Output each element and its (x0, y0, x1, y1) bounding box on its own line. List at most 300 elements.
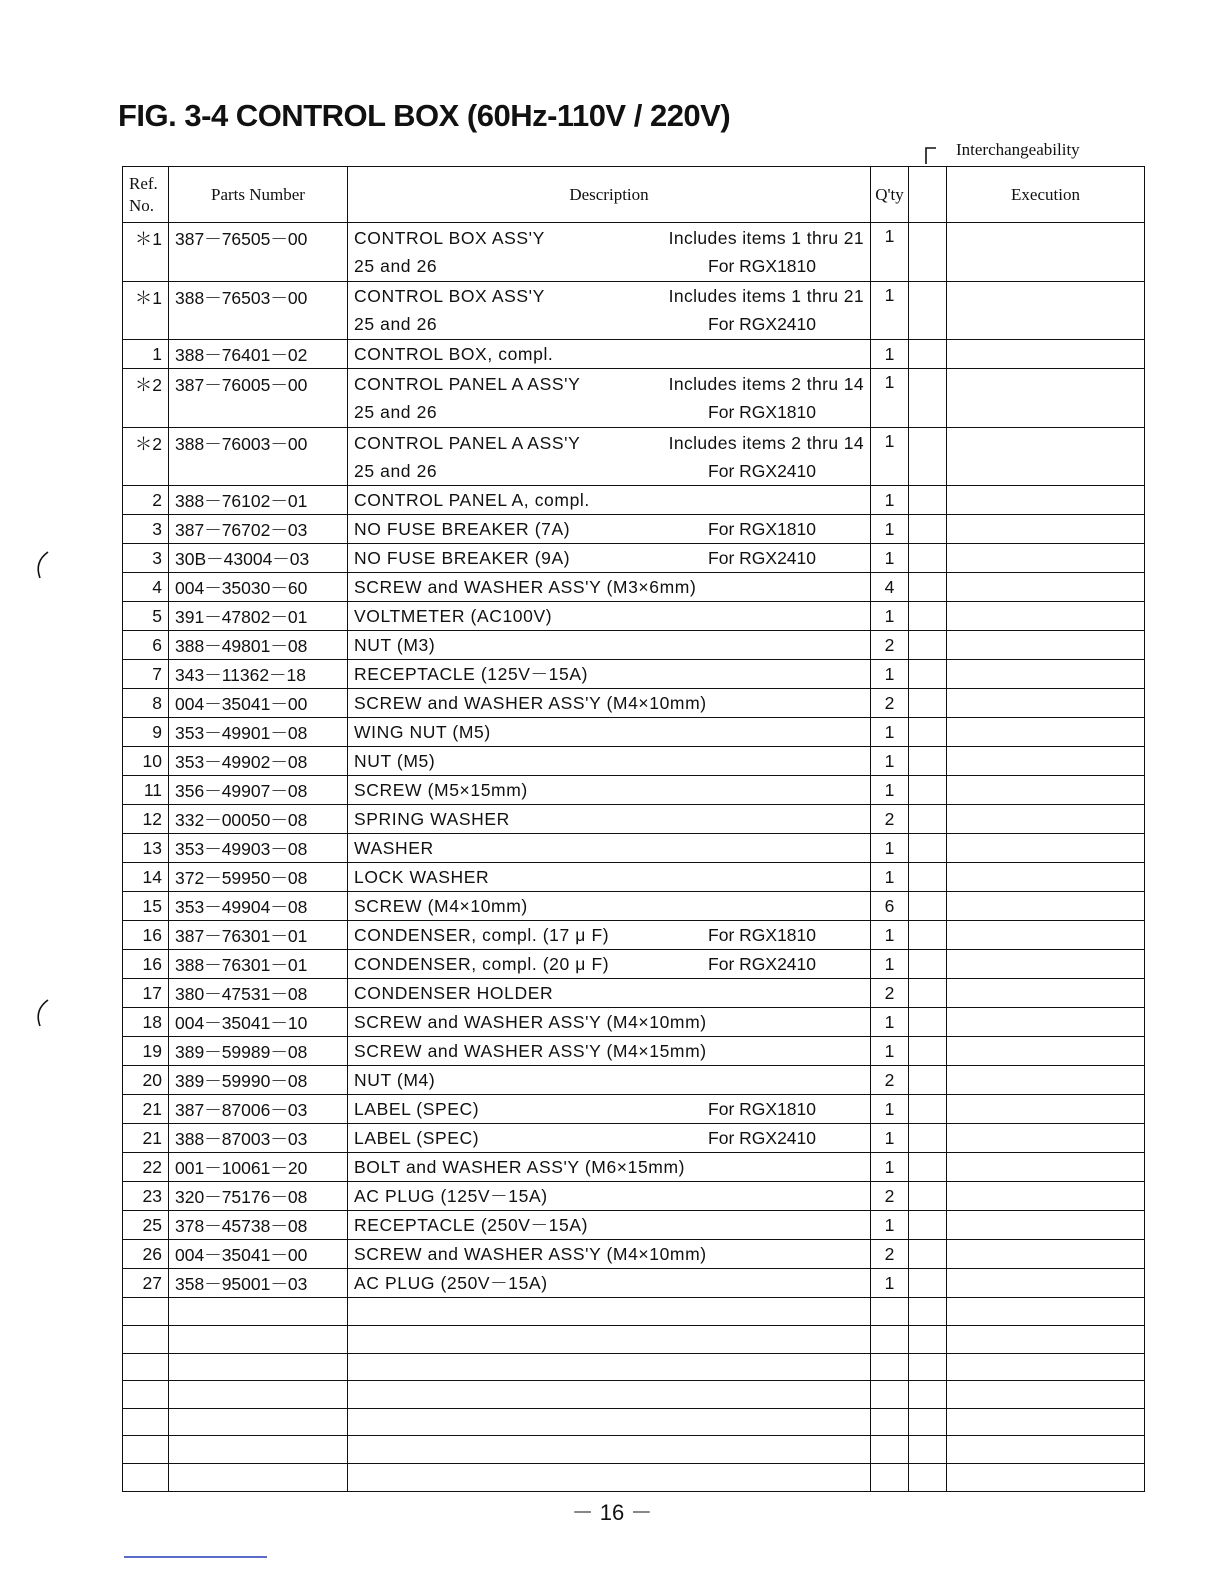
header-parts-number: Parts Number (169, 167, 348, 223)
model-applicability-text: For RGX1810 (708, 255, 816, 276)
interchangeability-cell (909, 660, 947, 689)
blank-cell (169, 1298, 348, 1326)
header-execution: Execution (947, 167, 1145, 223)
description-text: CONTROL BOX ASS'Y (354, 227, 545, 248)
blank-cell (947, 1436, 1145, 1464)
ref-no-cell: 23 (123, 1182, 169, 1211)
includes-text: Includes items 1 thru 21 (668, 286, 864, 307)
interchangeability-cell (909, 486, 947, 515)
parts-number-cell: 387－76702－03 (169, 515, 348, 544)
blank-cell (909, 1408, 947, 1436)
ref-no-cell: ＊2 (123, 427, 169, 486)
parts-number-cell: 353－49902－08 (169, 747, 348, 776)
blank-cell (871, 1298, 909, 1326)
ref-no-cell: 16 (123, 921, 169, 950)
description-cell (348, 718, 871, 747)
table-row (123, 1008, 1145, 1037)
description-cell (348, 921, 871, 950)
parts-number-cell: 388－76301－01 (169, 950, 348, 979)
description-continuation-text: 25 and 26 (354, 255, 438, 276)
table-row (123, 281, 1145, 340)
description-cell (348, 834, 871, 863)
parts-number-cell: 389－59989－08 (169, 1037, 348, 1066)
parts-number-cell: 320－75176－08 (169, 1182, 348, 1211)
qty-cell: 1 (871, 602, 909, 631)
ref-no-cell: 6 (123, 631, 169, 660)
interchangeability-cell (909, 718, 947, 747)
description-cell (348, 1269, 871, 1298)
description-text: CONTROL PANEL A, compl. (354, 490, 590, 511)
interchangeability-cell (909, 515, 947, 544)
execution-cell (947, 1240, 1145, 1269)
description-cell (348, 369, 871, 428)
qty-cell: 1 (871, 776, 909, 805)
blank-cell (871, 1436, 909, 1464)
execution-cell (947, 1095, 1145, 1124)
execution-cell (947, 718, 1145, 747)
description-cell (348, 340, 871, 369)
interchangeability-cell (909, 631, 947, 660)
description-text: CONDENSER, compl. (17 μ F) (354, 925, 610, 946)
parts-number-cell: 387－76301－01 (169, 921, 348, 950)
ref-no-cell: 16 (123, 950, 169, 979)
blank-table-row (123, 1436, 1145, 1464)
model-applicability-text: For RGX2410 (708, 1128, 816, 1149)
interchangeability-cell (909, 1008, 947, 1037)
parts-number-cell: 388－76401－02 (169, 340, 348, 369)
blank-cell (909, 1353, 947, 1381)
parts-number-cell: 353－49903－08 (169, 834, 348, 863)
description-text: SPRING WASHER (354, 809, 510, 830)
parts-number-cell: 358－95001－03 (169, 1269, 348, 1298)
ref-no-cell: 7 (123, 660, 169, 689)
execution-cell (947, 776, 1145, 805)
qty-cell: 1 (871, 427, 909, 486)
description-text: VOLTMETER (AC100V) (354, 606, 553, 627)
description-cell (348, 427, 871, 486)
parts-number-cell: 387－87006－03 (169, 1095, 348, 1124)
blank-cell (947, 1381, 1145, 1409)
description-cell (348, 1211, 871, 1240)
execution-cell (947, 631, 1145, 660)
parts-number-cell: 388－76102－01 (169, 486, 348, 515)
table-row (123, 950, 1145, 979)
execution-cell (947, 340, 1145, 369)
execution-cell (947, 515, 1145, 544)
blank-cell (871, 1381, 909, 1409)
qty-cell: 2 (871, 1066, 909, 1095)
qty-cell: 2 (871, 979, 909, 1008)
interchangeability-cell (909, 1066, 947, 1095)
execution-cell (947, 1211, 1145, 1240)
interchangeability-cell (909, 776, 947, 805)
execution-cell (947, 834, 1145, 863)
parts-number-cell: 356－49907－08 (169, 776, 348, 805)
execution-cell (947, 223, 1145, 282)
table-row (123, 747, 1145, 776)
description-text: CONTROL BOX, compl. (354, 344, 554, 365)
qty-cell: 1 (871, 921, 909, 950)
interchangeability-cell (909, 863, 947, 892)
blank-cell (909, 1381, 947, 1409)
table-row (123, 544, 1145, 573)
qty-cell: 1 (871, 369, 909, 428)
description-text: CONDENSER HOLDER (354, 983, 554, 1004)
parts-number-cell: 388－49801－08 (169, 631, 348, 660)
execution-cell (947, 486, 1145, 515)
description-text: SCREW and WASHER ASS'Y (M3×6mm) (354, 577, 697, 598)
qty-cell: 1 (871, 718, 909, 747)
interchangeability-cell (909, 747, 947, 776)
interchangeability-cell (909, 223, 947, 282)
execution-cell (947, 689, 1145, 718)
description-continuation-text: 25 and 26 (354, 314, 438, 335)
blank-cell (947, 1353, 1145, 1381)
blank-table-row (123, 1463, 1145, 1491)
interchangeability-cell (909, 805, 947, 834)
header-qty: Q'ty (871, 167, 909, 223)
blank-cell (909, 1463, 947, 1491)
description-text: NO FUSE BREAKER (9A) (354, 548, 571, 569)
ref-no-cell: 17 (123, 979, 169, 1008)
execution-cell (947, 1124, 1145, 1153)
table-row (123, 369, 1145, 428)
execution-cell (947, 573, 1145, 602)
table-row (123, 834, 1145, 863)
description-text: SCREW and WASHER ASS'Y (M4×10mm) (354, 1244, 707, 1265)
description-text: LOCK WASHER (354, 867, 490, 888)
blank-cell (123, 1298, 169, 1326)
execution-cell (947, 427, 1145, 486)
qty-cell: 1 (871, 1153, 909, 1182)
table-row (123, 515, 1145, 544)
qty-cell: 1 (871, 1124, 909, 1153)
blank-cell (348, 1298, 871, 1326)
ref-no-cell: 2 (123, 486, 169, 515)
blank-cell (123, 1408, 169, 1436)
interchangeability-bracket-icon (920, 146, 938, 164)
table-row (123, 892, 1145, 921)
table-row (123, 1124, 1145, 1153)
qty-cell: 1 (871, 863, 909, 892)
blank-cell (947, 1298, 1145, 1326)
description-cell (348, 776, 871, 805)
execution-cell (947, 1008, 1145, 1037)
parts-number-cell: 353－49904－08 (169, 892, 348, 921)
blank-cell (871, 1353, 909, 1381)
model-applicability-text: For RGX2410 (708, 954, 816, 975)
table-row (123, 1182, 1145, 1211)
qty-cell: 1 (871, 950, 909, 979)
table-row (123, 573, 1145, 602)
model-applicability-text: For RGX1810 (708, 1099, 816, 1120)
blank-cell (123, 1381, 169, 1409)
model-applicability-text: For RGX2410 (708, 314, 816, 335)
ref-no-cell: 22 (123, 1153, 169, 1182)
ref-no-cell: 11 (123, 776, 169, 805)
interchangeability-cell (909, 1124, 947, 1153)
description-cell (348, 1066, 871, 1095)
table-row (123, 223, 1145, 282)
parts-number-cell: 332－00050－08 (169, 805, 348, 834)
interchangeability-cell (909, 950, 947, 979)
execution-cell (947, 281, 1145, 340)
ref-no-cell: 14 (123, 863, 169, 892)
description-text: NUT (M4) (354, 1070, 436, 1091)
description-text: RECEPTACLE (125V－15A) (354, 664, 589, 685)
description-cell (348, 1124, 871, 1153)
table-row (123, 1269, 1145, 1298)
blank-cell (947, 1325, 1145, 1353)
description-text: WING NUT (M5) (354, 722, 491, 743)
model-applicability-text: For RGX1810 (708, 925, 816, 946)
blank-cell (169, 1381, 348, 1409)
description-cell (348, 689, 871, 718)
interchangeability-cell (909, 892, 947, 921)
table-row (123, 689, 1145, 718)
parts-number-cell: 388－87003－03 (169, 1124, 348, 1153)
ref-no-cell: 12 (123, 805, 169, 834)
execution-cell (947, 1153, 1145, 1182)
parts-number-cell: 391－47802－01 (169, 602, 348, 631)
qty-cell: 1 (871, 660, 909, 689)
blank-cell (871, 1408, 909, 1436)
blank-cell (947, 1408, 1145, 1436)
qty-cell: 4 (871, 573, 909, 602)
blank-cell (947, 1463, 1145, 1491)
table-row (123, 1095, 1145, 1124)
ref-no-cell: 10 (123, 747, 169, 776)
description-text: CONTROL PANEL A ASS'Y (354, 373, 581, 394)
parts-number-cell: 387－76005－00 (169, 369, 348, 428)
blank-cell (909, 1436, 947, 1464)
includes-text: Includes items 2 thru 14 (668, 432, 864, 453)
parts-number-cell: 343－11362－18 (169, 660, 348, 689)
description-text: SCREW (M5×15mm) (354, 780, 528, 801)
blank-table-row (123, 1298, 1145, 1326)
description-cell (348, 805, 871, 834)
interchangeability-cell (909, 834, 947, 863)
table-row (123, 1153, 1145, 1182)
description-cell (348, 602, 871, 631)
parts-number-cell: 001－10061－20 (169, 1153, 348, 1182)
description-text: AC PLUG (250V－15A) (354, 1273, 548, 1294)
description-cell (348, 281, 871, 340)
ref-no-cell: 18 (123, 1008, 169, 1037)
description-text: LABEL (SPEC) (354, 1128, 480, 1149)
blank-table-row (123, 1408, 1145, 1436)
table-header-row (123, 167, 1145, 223)
interchangeability-cell (909, 1240, 947, 1269)
blank-cell (169, 1325, 348, 1353)
qty-cell: 1 (871, 1008, 909, 1037)
description-cell (348, 1240, 871, 1269)
description-cell (348, 1095, 871, 1124)
interchangeability-cell (909, 573, 947, 602)
execution-cell (947, 950, 1145, 979)
ref-no-cell: 19 (123, 1037, 169, 1066)
parts-number-cell: 388－76003－00 (169, 427, 348, 486)
ref-no-cell: ＊1 (123, 223, 169, 282)
parts-number-cell: 389－59990－08 (169, 1066, 348, 1095)
blank-table-row (123, 1353, 1145, 1381)
description-text: SCREW and WASHER ASS'Y (M4×10mm) (354, 693, 707, 714)
footer-rule (124, 1556, 267, 1558)
table-row (123, 1211, 1145, 1240)
parts-number-cell: 378－45738－08 (169, 1211, 348, 1240)
table-row (123, 776, 1145, 805)
blank-cell (348, 1463, 871, 1491)
description-text: NO FUSE BREAKER (7A) (354, 519, 571, 540)
interchangeability-cell (909, 1037, 947, 1066)
execution-cell (947, 1037, 1145, 1066)
ref-no-cell: 15 (123, 892, 169, 921)
description-cell (348, 863, 871, 892)
description-text: LABEL (SPEC) (354, 1099, 480, 1120)
model-applicability-text: For RGX1810 (708, 401, 816, 422)
ref-no-cell: 25 (123, 1211, 169, 1240)
description-cell (348, 631, 871, 660)
table-row (123, 805, 1145, 834)
interchangeability-cell (909, 1182, 947, 1211)
blank-cell (348, 1408, 871, 1436)
ref-no-cell: 5 (123, 602, 169, 631)
blank-table-row (123, 1325, 1145, 1353)
table-row (123, 1066, 1145, 1095)
parts-table-body (123, 223, 1145, 1492)
execution-cell (947, 602, 1145, 631)
qty-cell: 1 (871, 340, 909, 369)
qty-cell: 2 (871, 1240, 909, 1269)
blank-cell (169, 1436, 348, 1464)
ref-no-cell: 13 (123, 834, 169, 863)
table-row (123, 718, 1145, 747)
blank-cell (169, 1463, 348, 1491)
ref-no-cell: 1 (123, 340, 169, 369)
parts-number-cell: 30B－43004－03 (169, 544, 348, 573)
description-cell (348, 486, 871, 515)
qty-cell: 2 (871, 631, 909, 660)
description-text: NUT (M5) (354, 751, 436, 772)
execution-cell (947, 1182, 1145, 1211)
interchangeability-cell (909, 1153, 947, 1182)
interchangeability-label: Interchangeability (956, 140, 1080, 159)
description-cell (348, 1153, 871, 1182)
description-cell (348, 1008, 871, 1037)
description-cell (348, 979, 871, 1008)
blank-cell (871, 1463, 909, 1491)
description-text: CONDENSER, compl. (20 μ F) (354, 954, 610, 975)
qty-cell: 2 (871, 1182, 909, 1211)
description-cell (348, 747, 871, 776)
description-cell (348, 573, 871, 602)
qty-cell: 1 (871, 515, 909, 544)
execution-cell (947, 921, 1145, 950)
ref-no-cell: 20 (123, 1066, 169, 1095)
includes-text: Includes items 1 thru 21 (668, 227, 864, 248)
parts-number-cell: 004－35041－00 (169, 689, 348, 718)
interchangeability-cell (909, 689, 947, 718)
execution-cell (947, 369, 1145, 428)
blank-cell (348, 1436, 871, 1464)
blank-cell (348, 1325, 871, 1353)
ref-no-cell: ＊1 (123, 281, 169, 340)
parts-number-cell: 387－76505－00 (169, 223, 348, 282)
qty-cell: 1 (871, 834, 909, 863)
qty-cell: 1 (871, 1037, 909, 1066)
blank-cell (123, 1353, 169, 1381)
blank-cell (123, 1436, 169, 1464)
description-text: CONTROL BOX ASS'Y (354, 286, 545, 307)
execution-cell (947, 1269, 1145, 1298)
execution-cell (947, 863, 1145, 892)
description-text: NUT (M3) (354, 635, 436, 656)
description-cell (348, 223, 871, 282)
parts-number-cell: 372－59950－08 (169, 863, 348, 892)
description-cell (348, 544, 871, 573)
description-text: BOLT and WASHER ASS'Y (M6×15mm) (354, 1157, 686, 1178)
table-row (123, 631, 1145, 660)
qty-cell: 1 (871, 544, 909, 573)
qty-cell: 1 (871, 1095, 909, 1124)
qty-cell: 1 (871, 281, 909, 340)
blank-cell (871, 1325, 909, 1353)
model-applicability-text: For RGX2410 (708, 460, 816, 481)
ref-no-cell: 4 (123, 573, 169, 602)
parts-number-cell: 353－49901－08 (169, 718, 348, 747)
parts-table (122, 166, 1145, 1492)
description-continuation-text: 25 and 26 (354, 401, 438, 422)
qty-cell: 6 (871, 892, 909, 921)
page-number: － 16 － (571, 1500, 653, 1525)
interchangeability-cell (909, 1211, 947, 1240)
description-cell (348, 892, 871, 921)
description-text: RECEPTACLE (250V－15A) (354, 1215, 589, 1236)
interchangeability-cell (909, 281, 947, 340)
blank-cell (123, 1463, 169, 1491)
header-ref-line1: Ref. (129, 173, 158, 193)
qty-cell: 1 (871, 486, 909, 515)
blank-cell (123, 1325, 169, 1353)
blank-cell (348, 1381, 871, 1409)
parts-number-cell: 004－35041－10 (169, 1008, 348, 1037)
table-row (123, 921, 1145, 950)
blank-cell (169, 1353, 348, 1381)
description-cell (348, 1182, 871, 1211)
header-ref-line2: No. (129, 195, 155, 215)
qty-cell: 1 (871, 1269, 909, 1298)
ref-no-cell: 21 (123, 1124, 169, 1153)
qty-cell: 2 (871, 689, 909, 718)
header-description: Description (348, 167, 871, 223)
description-text: CONTROL PANEL A ASS'Y (354, 432, 581, 453)
table-row (123, 486, 1145, 515)
ref-no-cell: 27 (123, 1269, 169, 1298)
ref-no-cell: 21 (123, 1095, 169, 1124)
includes-text: Includes items 2 thru 14 (668, 373, 864, 394)
table-row (123, 340, 1145, 369)
description-cell (348, 1037, 871, 1066)
blank-cell (909, 1298, 947, 1326)
description-text: AC PLUG (125V－15A) (354, 1186, 548, 1207)
table-row (123, 660, 1145, 689)
description-text: SCREW (M4×10mm) (354, 896, 528, 917)
parts-number-cell: 380－47531－08 (169, 979, 348, 1008)
header-ref-no (123, 167, 169, 223)
blank-cell (909, 1325, 947, 1353)
blank-table-row (123, 1381, 1145, 1409)
table-row (123, 602, 1145, 631)
